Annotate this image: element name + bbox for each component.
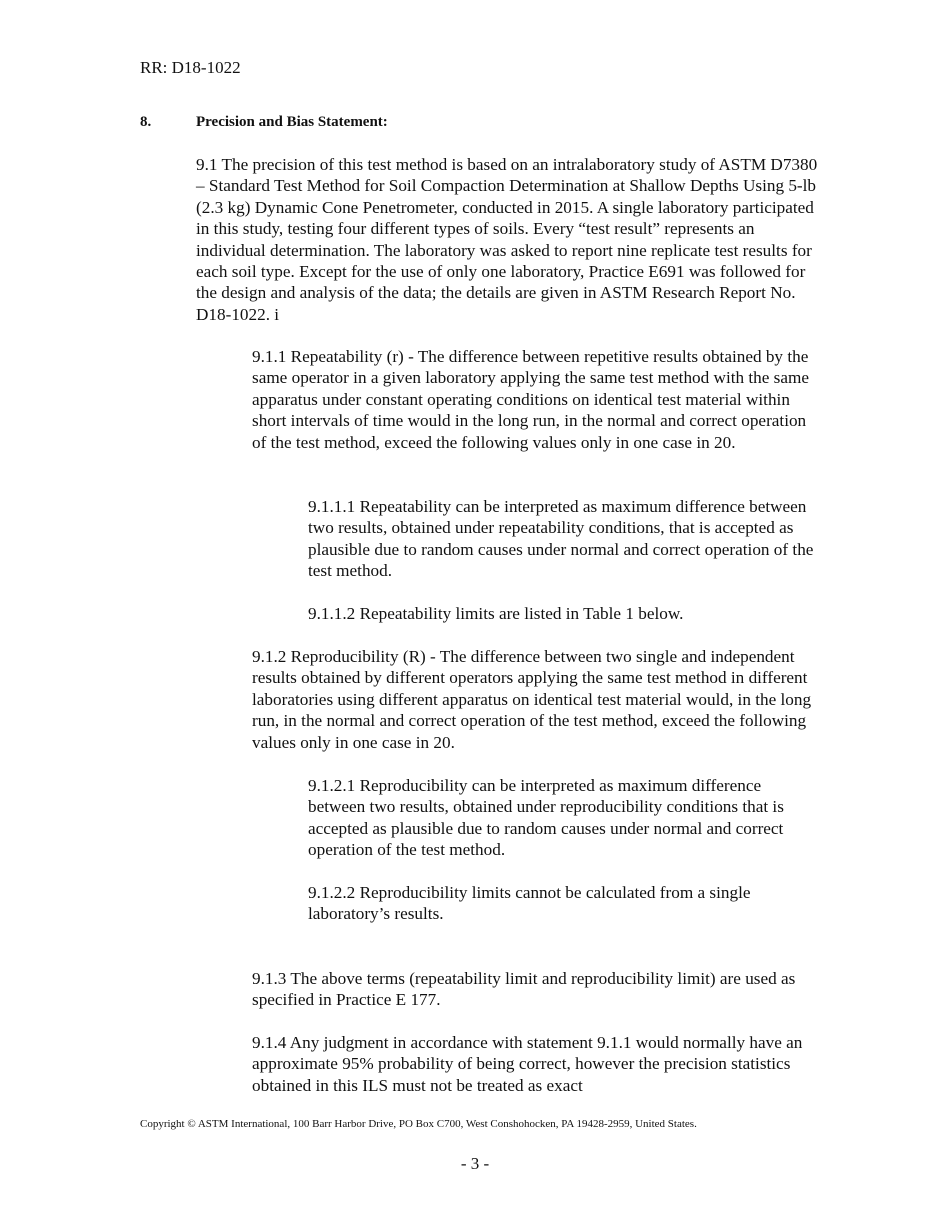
report-id-header: RR: D18-1022: [140, 58, 241, 77]
paragraph-9-1-1-1: 9.1.1.1 Repeatability can be interpreted as maximum difference between two results, obtained under repeatability conditions, that is accepted as plausible due to random causes under normal and correct operation of the test method.: [308, 497, 814, 581]
paragraph-9-1-2: 9.1.2 Reproducibility (R) - The difference between two single and independent results obtained by different operators applying the same test method in different laboratories using different apparatus on identical test material would, in the long run, in the normal and correct operation of the test method, exceed the following values only in one case in 20.: [252, 647, 812, 752]
section-number: 8.: [140, 114, 152, 130]
paragraph-9-1-2-2: 9.1.2.2 Reproducibility limits cannot be calculated from a single laboratory’s results.: [308, 883, 751, 924]
paragraph-9-1-3: 9.1.3 The above terms (repeatability limit and reproducibility limit) are used as specified in Practice E 177.: [252, 969, 796, 1010]
copyright-footer: Copyright © ASTM International, 100 Barr Harbor Drive, PO Box C700, West Conshohocken, PA 19428-2959, United States.: [140, 1118, 697, 1130]
paragraph-9-1-1: 9.1.1 Repeatability (r) - The difference between repetitive results obtained by the same operator in a given laboratory applying the same test method with the same apparatus under constant operating conditions on identical test material within short intervals of time would in the long run, in the normal and correct operation of the test method, exceed the following values only in one case in 20.: [252, 347, 809, 452]
page-number: - 3 -: [460, 1154, 490, 1173]
section-title: Precision and Bias Statement:: [196, 114, 388, 130]
paragraph-9-1: 9.1 The precision of this test method is based on an intralaboratory study of ASTM D7380 – Standard Test Method for Soil Compaction Determination at Shallow Depths Using 5-lb (2.3 kg) Dynamic Cone Penetrometer, conducted in 2015. A single laboratory participated in this study, testing four different types of soils. Every “test result” represents an individual determination. The laboratory was asked to report nine replicate test results for each soil type. Except for the use of only one laboratory, Practice E691 was followed for the design and analysis of the data; the details are given in ASTM Research Report No. D18-1022. i: [196, 155, 818, 324]
paragraph-9-1-4: 9.1.4 Any judgment in accordance with statement 9.1.1 would normally have an approximate 95% probability of being correct, however the precision statistics obtained in this ILS must not be treated as exact: [252, 1033, 803, 1095]
paragraph-9-1-2-1: 9.1.2.1 Reproducibility can be interpreted as maximum difference between two results, obtained under reproducibility conditions that is accepted as plausible due to random causes under normal and correct operation of the test method.: [308, 776, 784, 860]
paragraph-9-1-1-2: 9.1.1.2 Repeatability limits are listed in Table 1 below.: [308, 604, 684, 623]
